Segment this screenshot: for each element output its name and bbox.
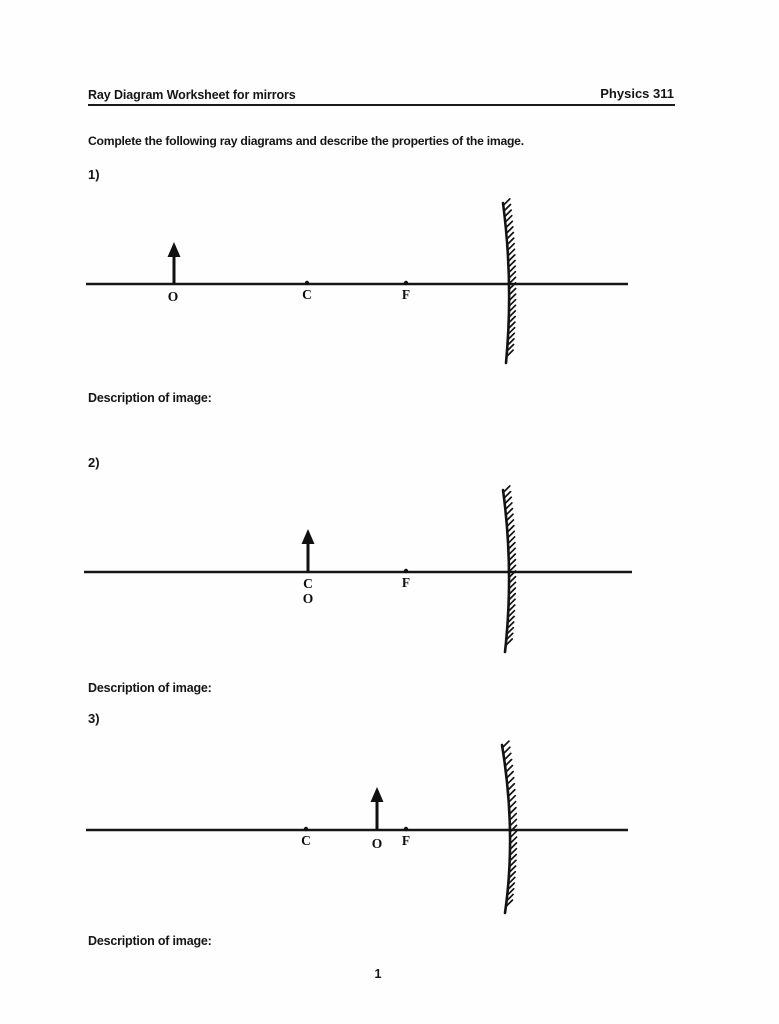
point-label-f: F (401, 287, 411, 302)
description-label-2: Description of image: (88, 681, 212, 695)
object-arrow-head (168, 242, 181, 257)
axis-point-dot-f (404, 281, 408, 285)
mirror-hatch-tick (509, 255, 515, 261)
mirror-hatch-tick (509, 796, 515, 802)
point-label-o: O (167, 289, 179, 304)
mirror-hatch-tick (507, 772, 513, 778)
worksheet-title: Ray Diagram Worksheet for mirrors (88, 88, 296, 102)
object-arrow-head (302, 529, 315, 544)
mirror-hatch-tick (508, 244, 514, 250)
mirror-hatch-tick (510, 294, 516, 300)
question-number-3: 3) (88, 711, 100, 726)
mirror-hatch-tick (510, 565, 516, 571)
mirror-hatch-tick (505, 753, 511, 759)
axis-point-dot-c (304, 827, 308, 831)
ray-diagram-2 (84, 486, 632, 652)
mirror-hatch-tick (506, 766, 512, 772)
page-number: 1 (374, 967, 382, 981)
mirror-hatch-tick (507, 514, 513, 520)
object-arrow-head (371, 787, 384, 802)
mirror-hatch-tick (504, 747, 510, 753)
mirror-hatch-tick (510, 577, 516, 583)
mirror-hatch-tick (509, 582, 515, 588)
mirror-hatch-tick (511, 837, 517, 843)
point-label-f: F (401, 833, 411, 848)
mirror-hatch-tick (507, 233, 513, 239)
mirror-hatch-tick (506, 503, 512, 509)
ray-diagram-1 (86, 199, 628, 363)
mirror-hatch-tick (506, 216, 512, 222)
mirror-hatch-tick (509, 790, 515, 796)
mirror-hatch-tick (503, 741, 509, 747)
mirror-hatch-tick (510, 277, 516, 283)
mirror-hatch-tick (505, 210, 511, 216)
ray-diagram-3 (86, 741, 628, 913)
mirror-hatch-tick (510, 802, 516, 808)
axis-point-dot-f (404, 569, 408, 573)
description-label-1: Description of image: (88, 391, 212, 405)
mirror-hatch-tick (509, 272, 515, 278)
mirror-hatch-tick (510, 300, 516, 306)
mirror-hatch-tick (510, 808, 516, 814)
mirror-hatch-tick (507, 520, 513, 526)
mirror-hatch-tick (509, 261, 515, 267)
mirror-hatch-tick (508, 778, 514, 784)
mirror-hatch-tick (509, 548, 515, 554)
mirror-hatch-tick (504, 199, 510, 205)
point-label-c: C (301, 833, 311, 848)
mirror-hatch-tick (510, 819, 516, 825)
mirror-hatch-tick (508, 526, 514, 532)
mirror-hatch-tick (505, 205, 511, 211)
mirror-hatch-tick (510, 289, 516, 295)
point-label-o: O (302, 591, 314, 606)
mirror-hatch-tick (509, 560, 515, 566)
axis-point-dot-c (305, 281, 309, 285)
mirror-hatch-tick (506, 221, 512, 227)
point-label-o: O (371, 836, 383, 851)
mirror-hatch-tick (511, 843, 517, 849)
description-label-3: Description of image: (88, 934, 212, 948)
axis-point-dot-f (404, 827, 408, 831)
mirror-hatch-tick (508, 238, 514, 244)
mirror-hatch-tick (504, 486, 510, 492)
point-label-f: F (401, 575, 411, 590)
instructions-text: Complete the following ray diagrams and describe the properties of the image. (88, 134, 524, 148)
mirror-hatch-tick (509, 537, 515, 543)
mirror-hatch-tick (506, 509, 512, 515)
mirror-hatch-tick (508, 784, 514, 790)
mirror-hatch-tick (508, 249, 514, 255)
question-number-1: 1) (88, 167, 100, 182)
point-label-c: C (302, 287, 312, 302)
course-label: Physics 311 (600, 86, 674, 101)
mirror-hatch-tick (509, 266, 515, 272)
mirror-hatch-tick (509, 543, 515, 549)
mirror-hatch-tick (509, 554, 515, 560)
mirror-hatch-tick (511, 831, 517, 837)
mirror-hatch-tick (508, 531, 514, 537)
mirror-hatch-tick (510, 814, 516, 820)
point-label-c: C (303, 576, 313, 591)
mirror-hatch-tick (505, 492, 511, 498)
mirror-hatch-tick (507, 227, 513, 233)
mirror-hatch-tick (505, 497, 511, 503)
question-number-2: 2) (88, 455, 100, 470)
mirror-hatch-tick (506, 760, 512, 766)
